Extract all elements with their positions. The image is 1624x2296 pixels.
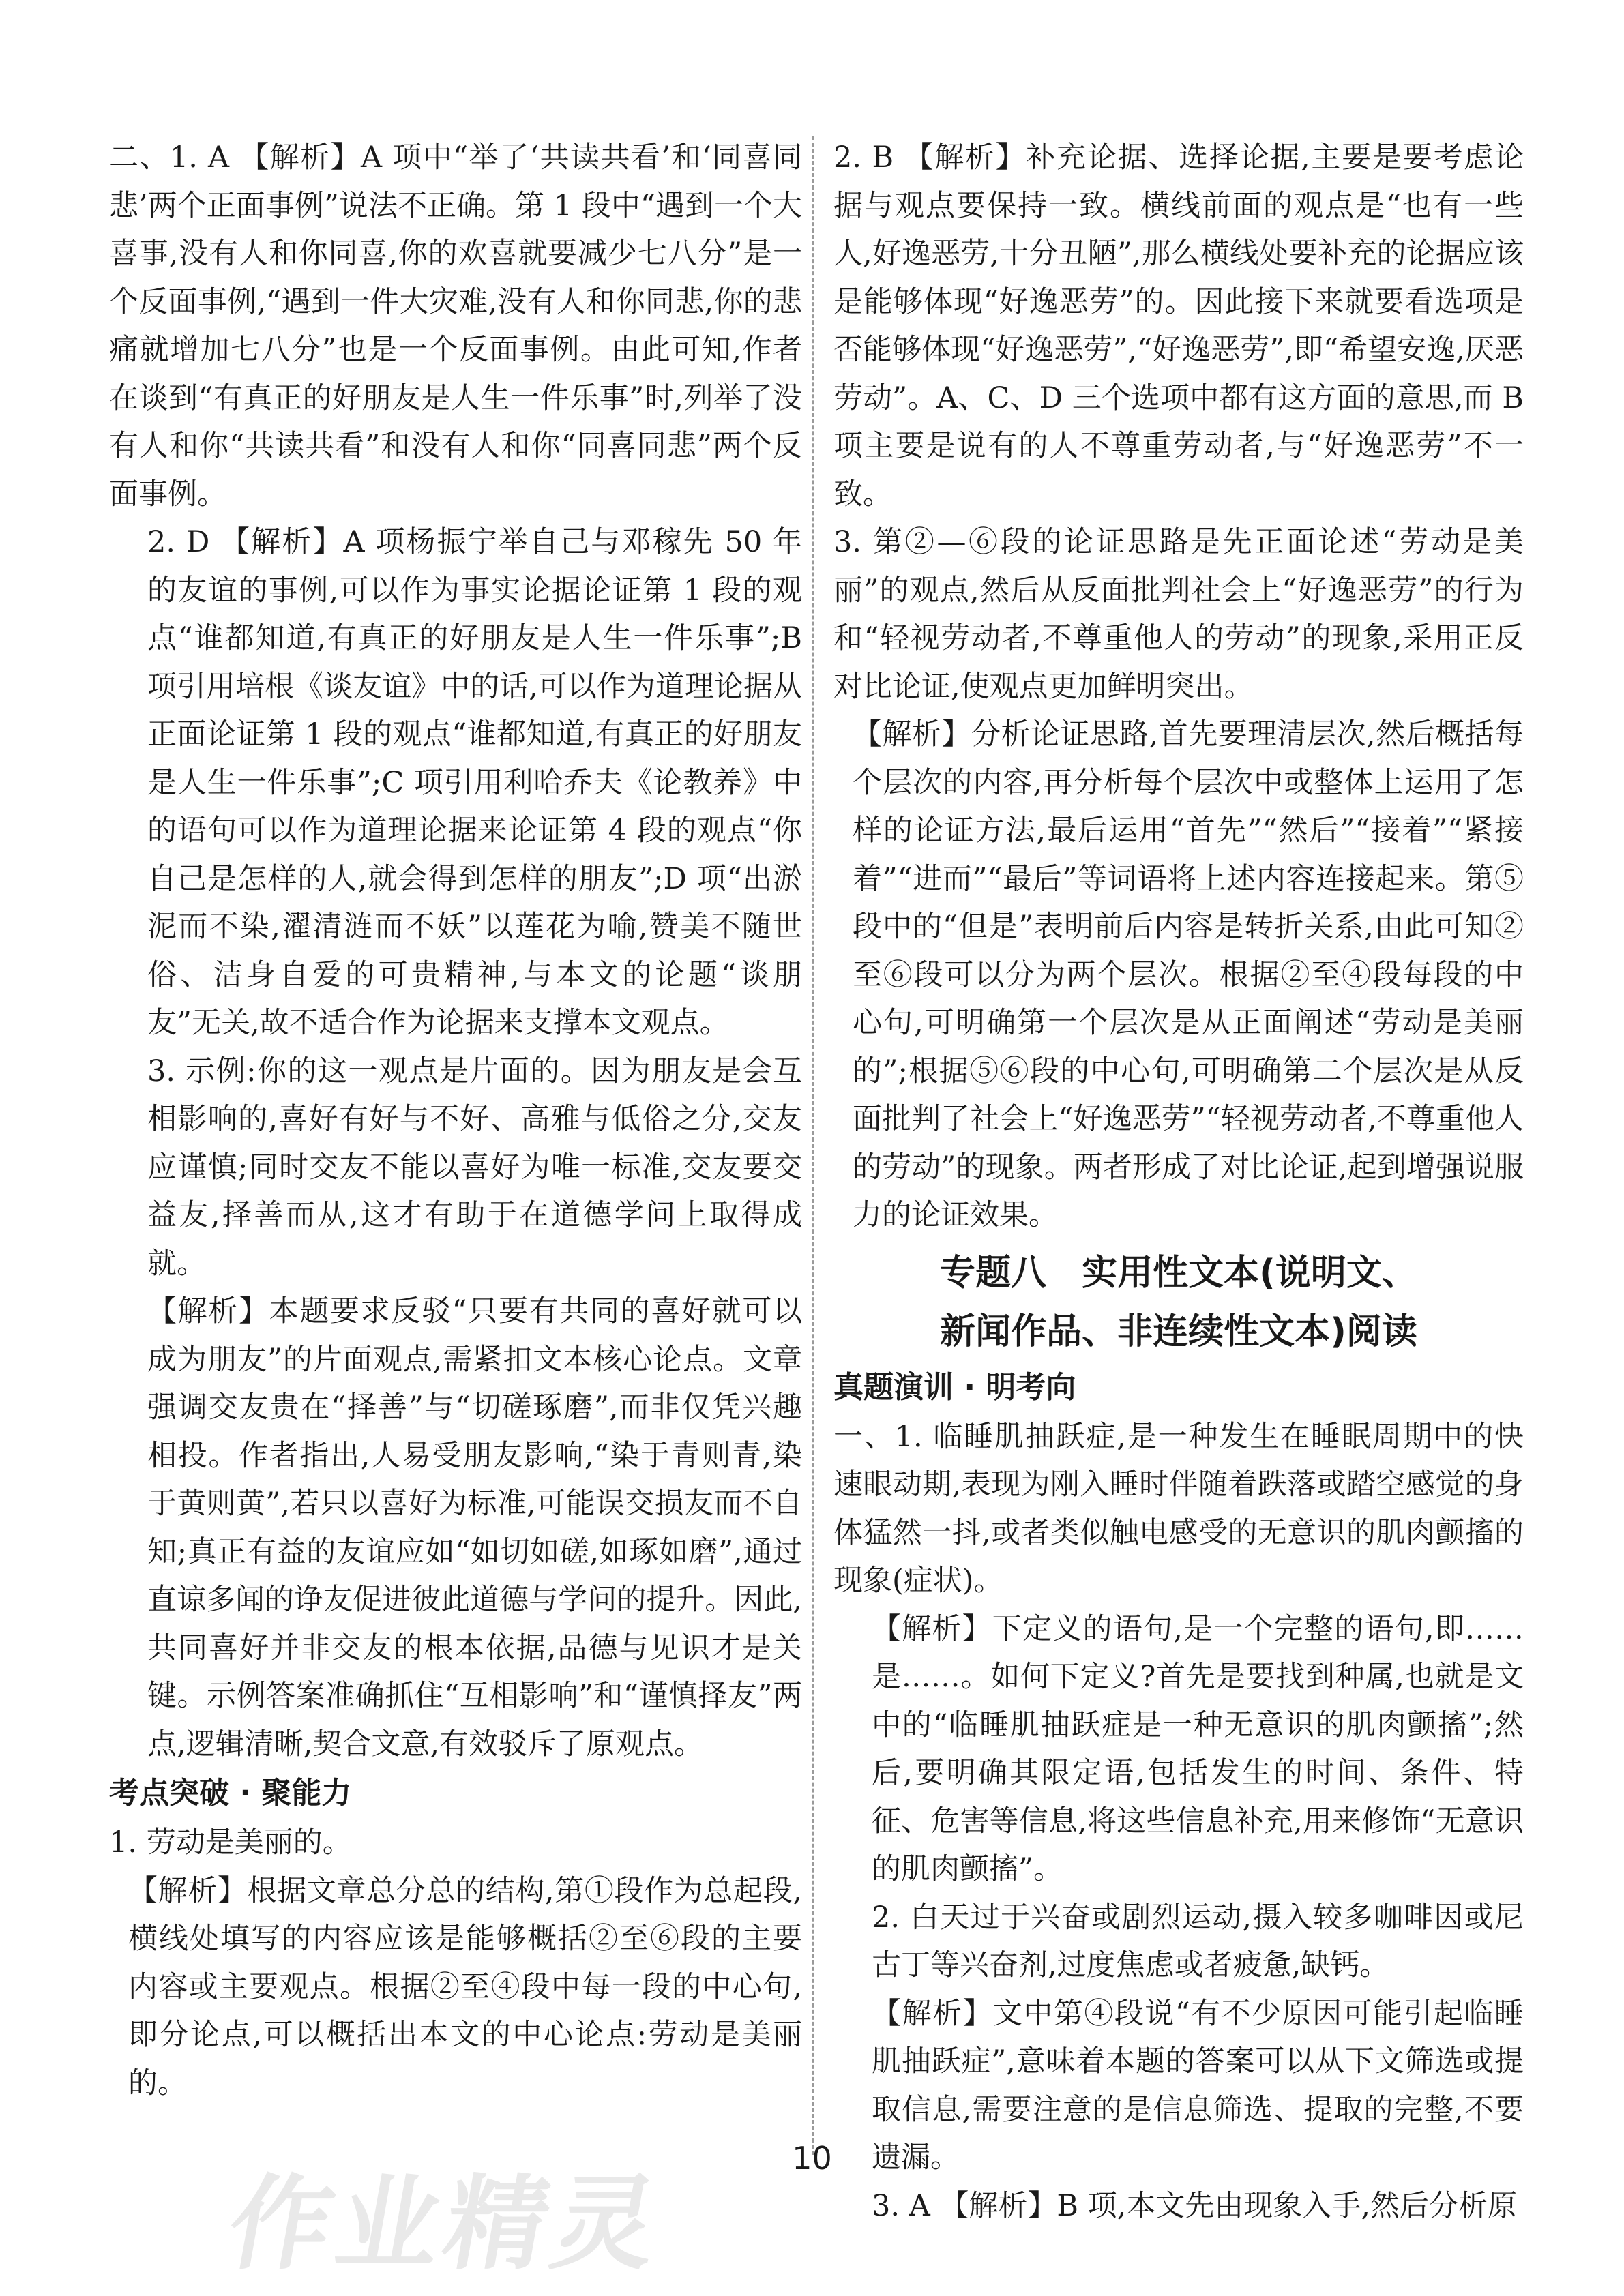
answer-block: 3. A 【解析】B 项,本文先由现象入手,然后分析原 (872, 2188, 1518, 2223)
section-heading: 真题演训 · 明考向 (833, 1369, 1076, 1405)
watermark-logo: 作业精灵 (220, 2165, 672, 2284)
analysis-block: 【解析】本题要求反驳“只要有共同的喜好就可以成为朋友”的片面观点,需紧扣文本核心论点。文章强调交友贵在“择善”与“切磋琢磨”,而非仅凭兴趣相投。作者指出,人易受朋友影响,“染于青则青,染于黄则黄”,若只以喜好为标准,可能误交损友而不自知;真正有益的友谊应如“如切如磋,如琢如磨”,通过直谅多闻的诤友促进彼此道德与学问的提升。因此,共同喜好并非交友的根本依据,品德与见识才是关键。示例答案准确抓住“互相影响”和“谨慎择友”两点,逻辑清晰,契合文意,有效驳斥了原观点。 (147, 1294, 802, 1761)
answer-block: 2. 白天过于兴奋或剧烈运动,摄入较多咖啡因或尼古丁等兴奋剂,过度焦虑或者疲惫,缺钙。 (872, 1900, 1524, 1982)
answer-block: 一、1. 临睡肌抽跃症,是一种发生在睡眠周期中的快速眼动期,表现为刚入睡时伴随着跌落或踏空感觉的身体猛然一抖,或者类似触电感受的无意识的肌肉颤搐的现象(症状)。 (833, 1419, 1524, 1598)
topic-title-line: 专题八 实用性文本(说明文、 (940, 1252, 1417, 1294)
answer-block: 3. 第②—⑥段的论证思路是先正面论述“劳动是美丽”的观点,然后从反面批判社会上“好逸恶劳”的行为和“轻视劳动者,不尊重他人的劳动”的现象,采用正反对比论证,使观点更加鲜明突出。 (833, 525, 1524, 704)
topic-title (833, 1244, 1524, 1361)
column-divider (812, 136, 814, 2155)
page-number: 10 (792, 2140, 832, 2177)
right-column (833, 134, 1524, 2230)
left-column (109, 134, 802, 2107)
analysis-block: 【解析】分析论证思路,首先要理清层次,然后概括每个层次的内容,再分析每个层次中或整体上运用了怎样的论证方法,最后运用“首先”“然后”“接着”“紧接着”“进而”“最后”等词语将上述内容连接起来。第⑤段中的“但是”表明前后内容是转折关系,由此可知②至⑥段可以分为两个层次。根据②至④段每段的中心句,可明确第一个层次是从正面阐述“劳动是美丽的”;根据⑤⑥段的中心句,可明确第二个层次是从反面批判了社会上“好逸恶劳”“轻视劳动者,不尊重他人的劳动”的现象。两者形成了对比论证,起到增强说服力的论证效果。 (853, 717, 1524, 1232)
topic-title-line: 新闻作品、非连续性文本)阅读 (940, 1311, 1417, 1352)
analysis-block: 【解析】下定义的语句,是一个完整的语句,即……是……。如何下定义?首先是要找到种属,也就是文中的“临睡肌抽跃症是一种无意识的肌肉颤搐”;然后,要明确其限定语,包括发生的时间、条件、特征、危害等信息,将这些信息补充,用来修饰“无意识的肌肉颤搐”。 (872, 1611, 1524, 1886)
analysis-block: 【解析】根据文章总分总的结构,第①段作为总起段,横线处填写的内容应该是能够概括②至⑥段的主要内容或主要观点。根据②至④段中每一段的中心句,即分论点,可以概括出本文的中心论点:劳动是美丽的。 (128, 1873, 802, 2100)
answer-block: 3. 示例:你的这一观点是片面的。因为朋友是会互相影响的,喜好有好与不好、高雅与低俗之分,交友应谨慎;同时交友不能以喜好为唯一标准,交友要交益友,择善而从,这才有助于在道德学问上取得成就。 (147, 1054, 802, 1281)
answer-block: 2. B 【解析】补充论据、选择论据,主要是要考虑论据与观点要保持一致。横线前面的观点是“也有一些人,好逸恶劳,十分丑陋”,那么横线处要补充的论据应该是能够体现“好逸恶劳”的。因此接下来就要看选项是否能够体现“好逸恶劳”,“好逸恶劳”,即“希望安逸,厌恶劳动”。A、C、D 三个选项中都有这方面的意思,而 B 项主要是说有的人不尊重劳动者,与“好逸恶劳”不一致。 (833, 140, 1524, 511)
answer-block: 2. D 【解析】A 项杨振宁举自己与邓稼先 50 年的友谊的事例,可以作为事实论据论证第 1 段的观点“谁都知道,有真正的好朋友是人生一件乐事”;B 项引用培根《谈友谊》中的话,可以作为道理论据从正面论证第 1 段的观点“谁都知道,有真正的好朋友是人生一件乐事”;C 项引用利哈乔夫《论教养》中的语句可以作为道理论据来论证第 4 段的观点“你自己是怎样的人,就会得到怎样的朋友”;D 项“出淤泥而不染,濯清涟而不妖”以莲花为喻,赞美不随世俗、洁身自爱的可贵精神,与本文的论题“谈朋友”无关,故不适合作为论据来支撑本文观点。 (147, 525, 802, 1040)
answer-block: 二、1. A 【解析】A 项中“举了‘共读共看’和‘同喜同悲’两个正面事例”说法不正确。第 1 段中“遇到一个大喜事,没有人和你同喜,你的欢喜就要减少七八分”是一个反面事例,“遇到一件大灾难,没有人和你同悲,你的悲痛就增加七八分”也是一个反面事例。由此可知,作者在谈到“有真正的好朋友是人生一件乐事”时,列举了没有人和你“共读共看”和没有人和你“同喜同悲”两个反面事例。 (109, 140, 802, 511)
analysis-block: 【解析】文中第④段说“有不少原因可能引起临睡肌抽跃症”,意味着本题的答案可以从下文筛选或提取信息,需要注意的是信息筛选、提取的完整,不要遗漏。 (872, 1996, 1524, 2175)
answer-block: 1. 劳动是美丽的。 (109, 1825, 352, 1860)
section-heading: 考点突破 · 聚能力 (109, 1776, 352, 1810)
